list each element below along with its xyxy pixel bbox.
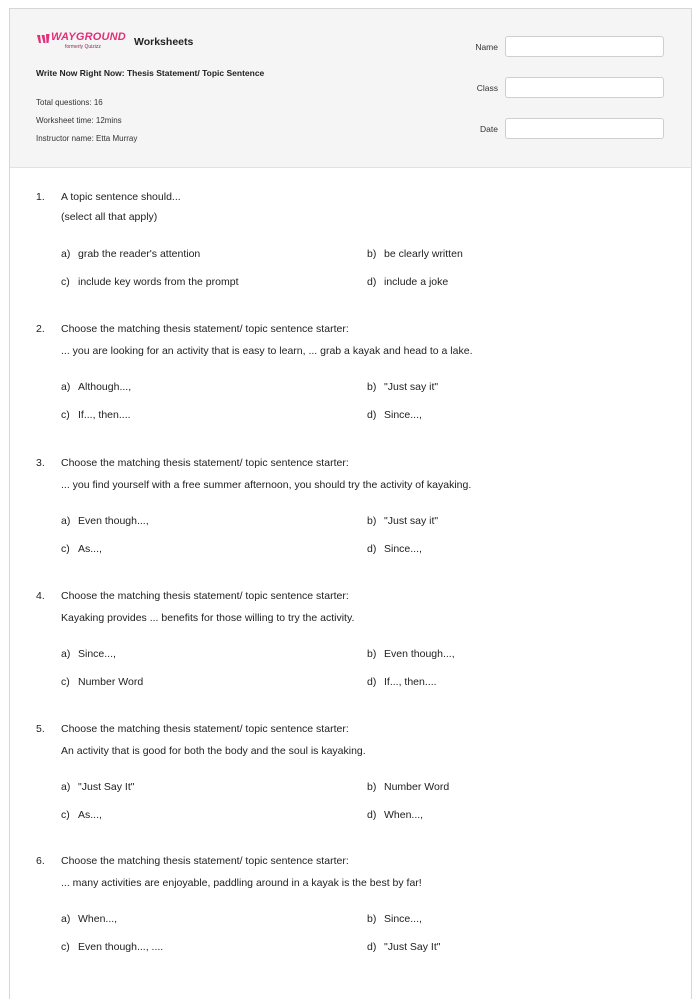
option-a[interactable]: a) "Just Say It" bbox=[61, 781, 135, 793]
option-a[interactable]: a) When..., bbox=[61, 913, 118, 925]
option-b[interactable]: b) Number Word bbox=[367, 781, 450, 793]
option-b[interactable]: b) "Just say it" bbox=[367, 515, 439, 527]
option-d[interactable]: d) include a joke bbox=[367, 276, 449, 288]
worksheet-header bbox=[10, 9, 691, 168]
question-number: 4. bbox=[36, 590, 45, 602]
question-prompt: Choose the matching thesis statement/ topic sentence starter: bbox=[61, 457, 349, 469]
date-field[interactable] bbox=[505, 118, 664, 139]
option-c[interactable]: c) Even though..., .... bbox=[61, 941, 164, 953]
class-field[interactable] bbox=[505, 77, 664, 98]
date-label: Date bbox=[480, 124, 498, 134]
name-field[interactable] bbox=[505, 36, 664, 57]
option-c[interactable]: c) include key words from the prompt bbox=[61, 276, 239, 288]
instructor-name: Instructor name: Etta Murray bbox=[36, 134, 138, 143]
question-subprompt: (select all that apply) bbox=[61, 211, 158, 223]
option-d[interactable]: d) Since..., bbox=[367, 409, 422, 421]
option-c[interactable]: c) As..., bbox=[61, 809, 102, 821]
question-prompt: Choose the matching thesis statement/ topic sentence starter: bbox=[61, 723, 349, 735]
question-number: 3. bbox=[36, 457, 45, 469]
logo-wordmark: WAYGROUND bbox=[51, 31, 126, 43]
question-text: ... you find yourself with a free summer afternoon, you should try the activity of kayaking. bbox=[61, 479, 472, 491]
option-a[interactable]: a) Although..., bbox=[61, 381, 132, 393]
option-a[interactable]: a) grab the reader's attention bbox=[61, 248, 201, 260]
question-prompt: A topic sentence should... bbox=[61, 191, 181, 203]
option-b[interactable]: b) be clearly written bbox=[367, 248, 463, 260]
question-number: 6. bbox=[36, 855, 45, 867]
name-label: Name bbox=[475, 42, 498, 52]
question-number: 1. bbox=[36, 191, 45, 203]
option-b[interactable]: b) Since..., bbox=[367, 913, 422, 925]
question-text: Kayaking provides ... benefits for those willing to try the activity. bbox=[61, 612, 355, 624]
question-text: An activity that is good for both the body and the soul is kayaking. bbox=[61, 745, 366, 757]
option-c[interactable]: c) Number Word bbox=[61, 676, 144, 688]
question-prompt: Choose the matching thesis statement/ topic sentence starter: bbox=[61, 323, 349, 335]
question-prompt: Choose the matching thesis statement/ topic sentence starter: bbox=[61, 590, 349, 602]
option-c[interactable]: c) If..., then.... bbox=[61, 409, 131, 421]
option-a[interactable]: a) Since..., bbox=[61, 648, 116, 660]
worksheet-page bbox=[9, 8, 692, 999]
option-b[interactable]: b) Even though..., bbox=[367, 648, 455, 660]
logo-subtitle: formerly Quizizz bbox=[65, 44, 101, 50]
option-d[interactable]: d) "Just Say It" bbox=[367, 941, 441, 953]
brand-logo bbox=[37, 31, 126, 50]
option-d[interactable]: d) If..., then.... bbox=[367, 676, 437, 688]
option-d[interactable]: d) When..., bbox=[367, 809, 424, 821]
question-prompt: Choose the matching thesis statement/ topic sentence starter: bbox=[61, 855, 349, 867]
question-text: ... many activities are enjoyable, paddling around in a kayak is the best by far! bbox=[61, 877, 422, 889]
worksheet-time: Worksheet time: 12mins bbox=[36, 116, 122, 125]
question-number: 5. bbox=[36, 723, 45, 735]
question-text: ... you are looking for an activity that is easy to learn, ... grab a kayak and head to a lake. bbox=[61, 345, 473, 357]
worksheet-title: Write Now Right Now: Thesis Statement/ Topic Sentence bbox=[36, 68, 265, 78]
option-b[interactable]: b) "Just say it" bbox=[367, 381, 439, 393]
class-label: Class bbox=[476, 83, 498, 93]
brand-title: Worksheets bbox=[134, 36, 194, 48]
option-a[interactable]: a) Even though..., bbox=[61, 515, 149, 527]
option-c[interactable]: c) As..., bbox=[61, 543, 102, 555]
total-questions: Total questions: 16 bbox=[36, 98, 103, 107]
option-d[interactable]: d) Since..., bbox=[367, 543, 422, 555]
logo-icon bbox=[37, 31, 50, 49]
question-number: 2. bbox=[36, 323, 45, 335]
